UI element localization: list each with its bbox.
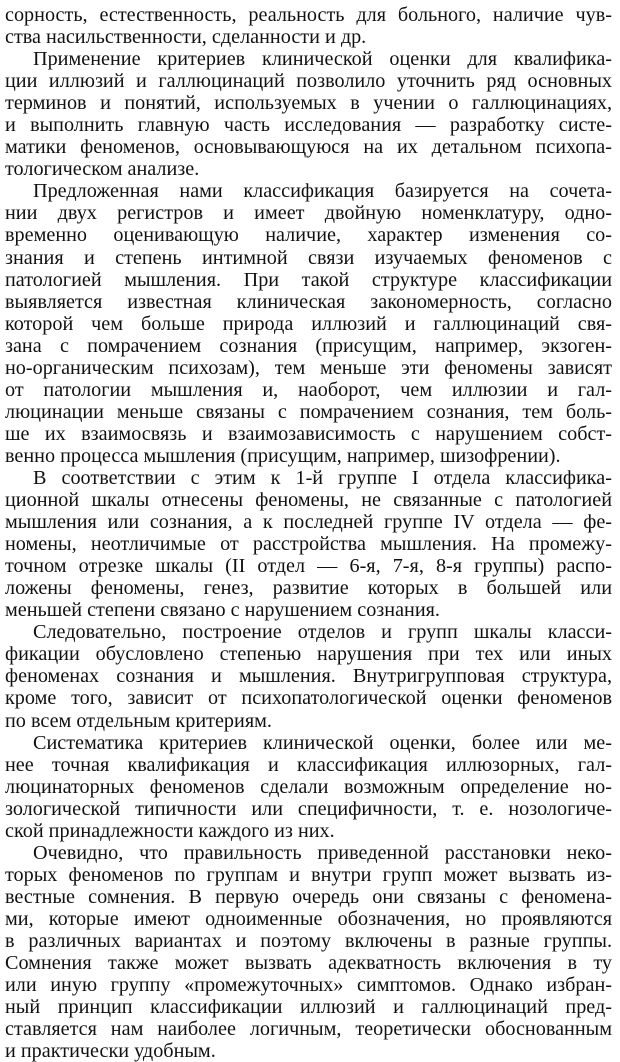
text-line: меньшей степени связано с нарушением сознания. (5, 599, 440, 622)
text-line: Очевидно, что правильность приведенной расстановки неко- (33, 841, 612, 864)
text-line: люцинации меньше связаны с помрачением сознания, тем боль- (5, 400, 612, 423)
body-paragraph (5, 842, 612, 1062)
text-line: вестные сомнения. В первую очередь они связаны с феномена- (5, 885, 612, 908)
text-line: терминов и понятий, используемых в учении о галлюцинациях, (5, 92, 612, 115)
text-line: тологическом анализе. (5, 158, 200, 181)
text-line: сорность, естественность, реальность для больного, наличие чув- (5, 4, 612, 26)
body-paragraph (5, 732, 612, 842)
body-paragraph (5, 48, 612, 180)
text-line: в различных вариантах и поэтому включены в разные группы. (5, 929, 612, 952)
text-line: Систематика критериев клинической оценки, более или ме- (33, 731, 612, 754)
text-line: ный принцип классификации иллюзий и галлюцинаций пред- (5, 996, 612, 1019)
text-line: выявляется известная клиническая закономерность, согласно (5, 290, 612, 313)
text-line: ционной шкалы отнесены феномены, не связанные с патологией (5, 489, 612, 512)
text-line: зана с помрачением сознания (присущим, например, экзоген- (5, 334, 612, 357)
text-line: ской принадлежности каждого из них. (5, 819, 335, 842)
text-line: но-органическим психозам), тем меньше эти феномены зависят (5, 356, 612, 379)
text-line: В соответствии с этим к 1-й группе I отдела классифика- (33, 466, 612, 489)
text-line: или иную группу «промежуточных» симптомов. Однако избран- (5, 974, 612, 997)
text-line: знания и степень интимной связи изучаемых феноменов с (5, 246, 612, 269)
text-line: ства насильственности, сделанности и др. (5, 26, 367, 49)
text-line: Следовательно, построение отделов и групп шкалы класси- (33, 621, 612, 644)
text-line: люцинаторных феноменов сделали возможным определение но- (5, 775, 612, 798)
text-line: и практически удобным. (5, 1040, 216, 1062)
text-line: венно процесса мышления (присущим, например, шизофрении). (5, 444, 561, 467)
text-line: ции иллюзий и галлюцинаций позволило уточнить ряд основных (5, 70, 612, 93)
text-line: Предложенная нами классификация базируется на сочета- (33, 180, 612, 203)
text-line: и выполнить главную часть исследования — разработку систе- (5, 114, 612, 137)
text-line: Применение критериев клинической оценки для квалифика- (33, 48, 612, 71)
body-paragraph (5, 467, 612, 621)
text-line: мышления или сознания, а к последней группе IV отдела — фе- (5, 511, 612, 534)
text-line: временно оценивающую наличие, характер изменения со- (5, 224, 612, 247)
text-line: ставляется нам наиболее логичным, теоретически обоснованным (5, 1018, 612, 1041)
text-line: нии двух регистров и имеет двойную номенклатуру, одно- (5, 202, 612, 225)
text-line: зологической типичности или специфичности, т. е. нозологиче- (5, 797, 612, 820)
text-line: матики феноменов, основывающуюся на их детальном психопа- (5, 136, 612, 159)
text-line: торых феноменов по группам и внутри групп может вызвать из- (5, 863, 612, 886)
text-line: ложены феномены, генез, развитие которых в большей или (5, 577, 612, 600)
text-line: патологией мышления. При такой структуре классификации (5, 268, 612, 291)
text-line: которой чем больше природа иллюзий и галлюцинаций свя- (5, 312, 612, 335)
text-line: по всем отдельным критериям. (5, 709, 272, 732)
body-paragraph (5, 621, 612, 731)
text-line: номены, неотличимые от расстройства мышления. На промежу- (5, 533, 612, 556)
text-line: ми, которые имеют одноименные обозначения, но проявляются (5, 907, 612, 930)
text-line: феноменах сознания и мышления. Внутригрупповая структура, (5, 665, 612, 688)
text-line: нее точная квалификация и классификация иллюзорных, гал- (5, 753, 612, 776)
body-paragraph (5, 4, 612, 48)
text-line: кроме того, зависит от психопатологической оценки феноменов (5, 687, 612, 710)
text-line: ше их взаимосвязь и взаимозависимость с нарушением собст- (5, 422, 612, 445)
body-paragraph (5, 180, 612, 467)
text-line: от патологии мышления и, наоборот, чем иллюзии и гал- (5, 378, 612, 401)
text-line: Сомнения также может вызвать адекватность включения в ту (5, 952, 612, 975)
text-line: фикации обусловлено степенью нарушения при тех или иных (5, 643, 612, 666)
text-line: точном отрезке шкалы (II отдел — 6-я, 7-я, 8-я группы) распо- (5, 555, 612, 578)
